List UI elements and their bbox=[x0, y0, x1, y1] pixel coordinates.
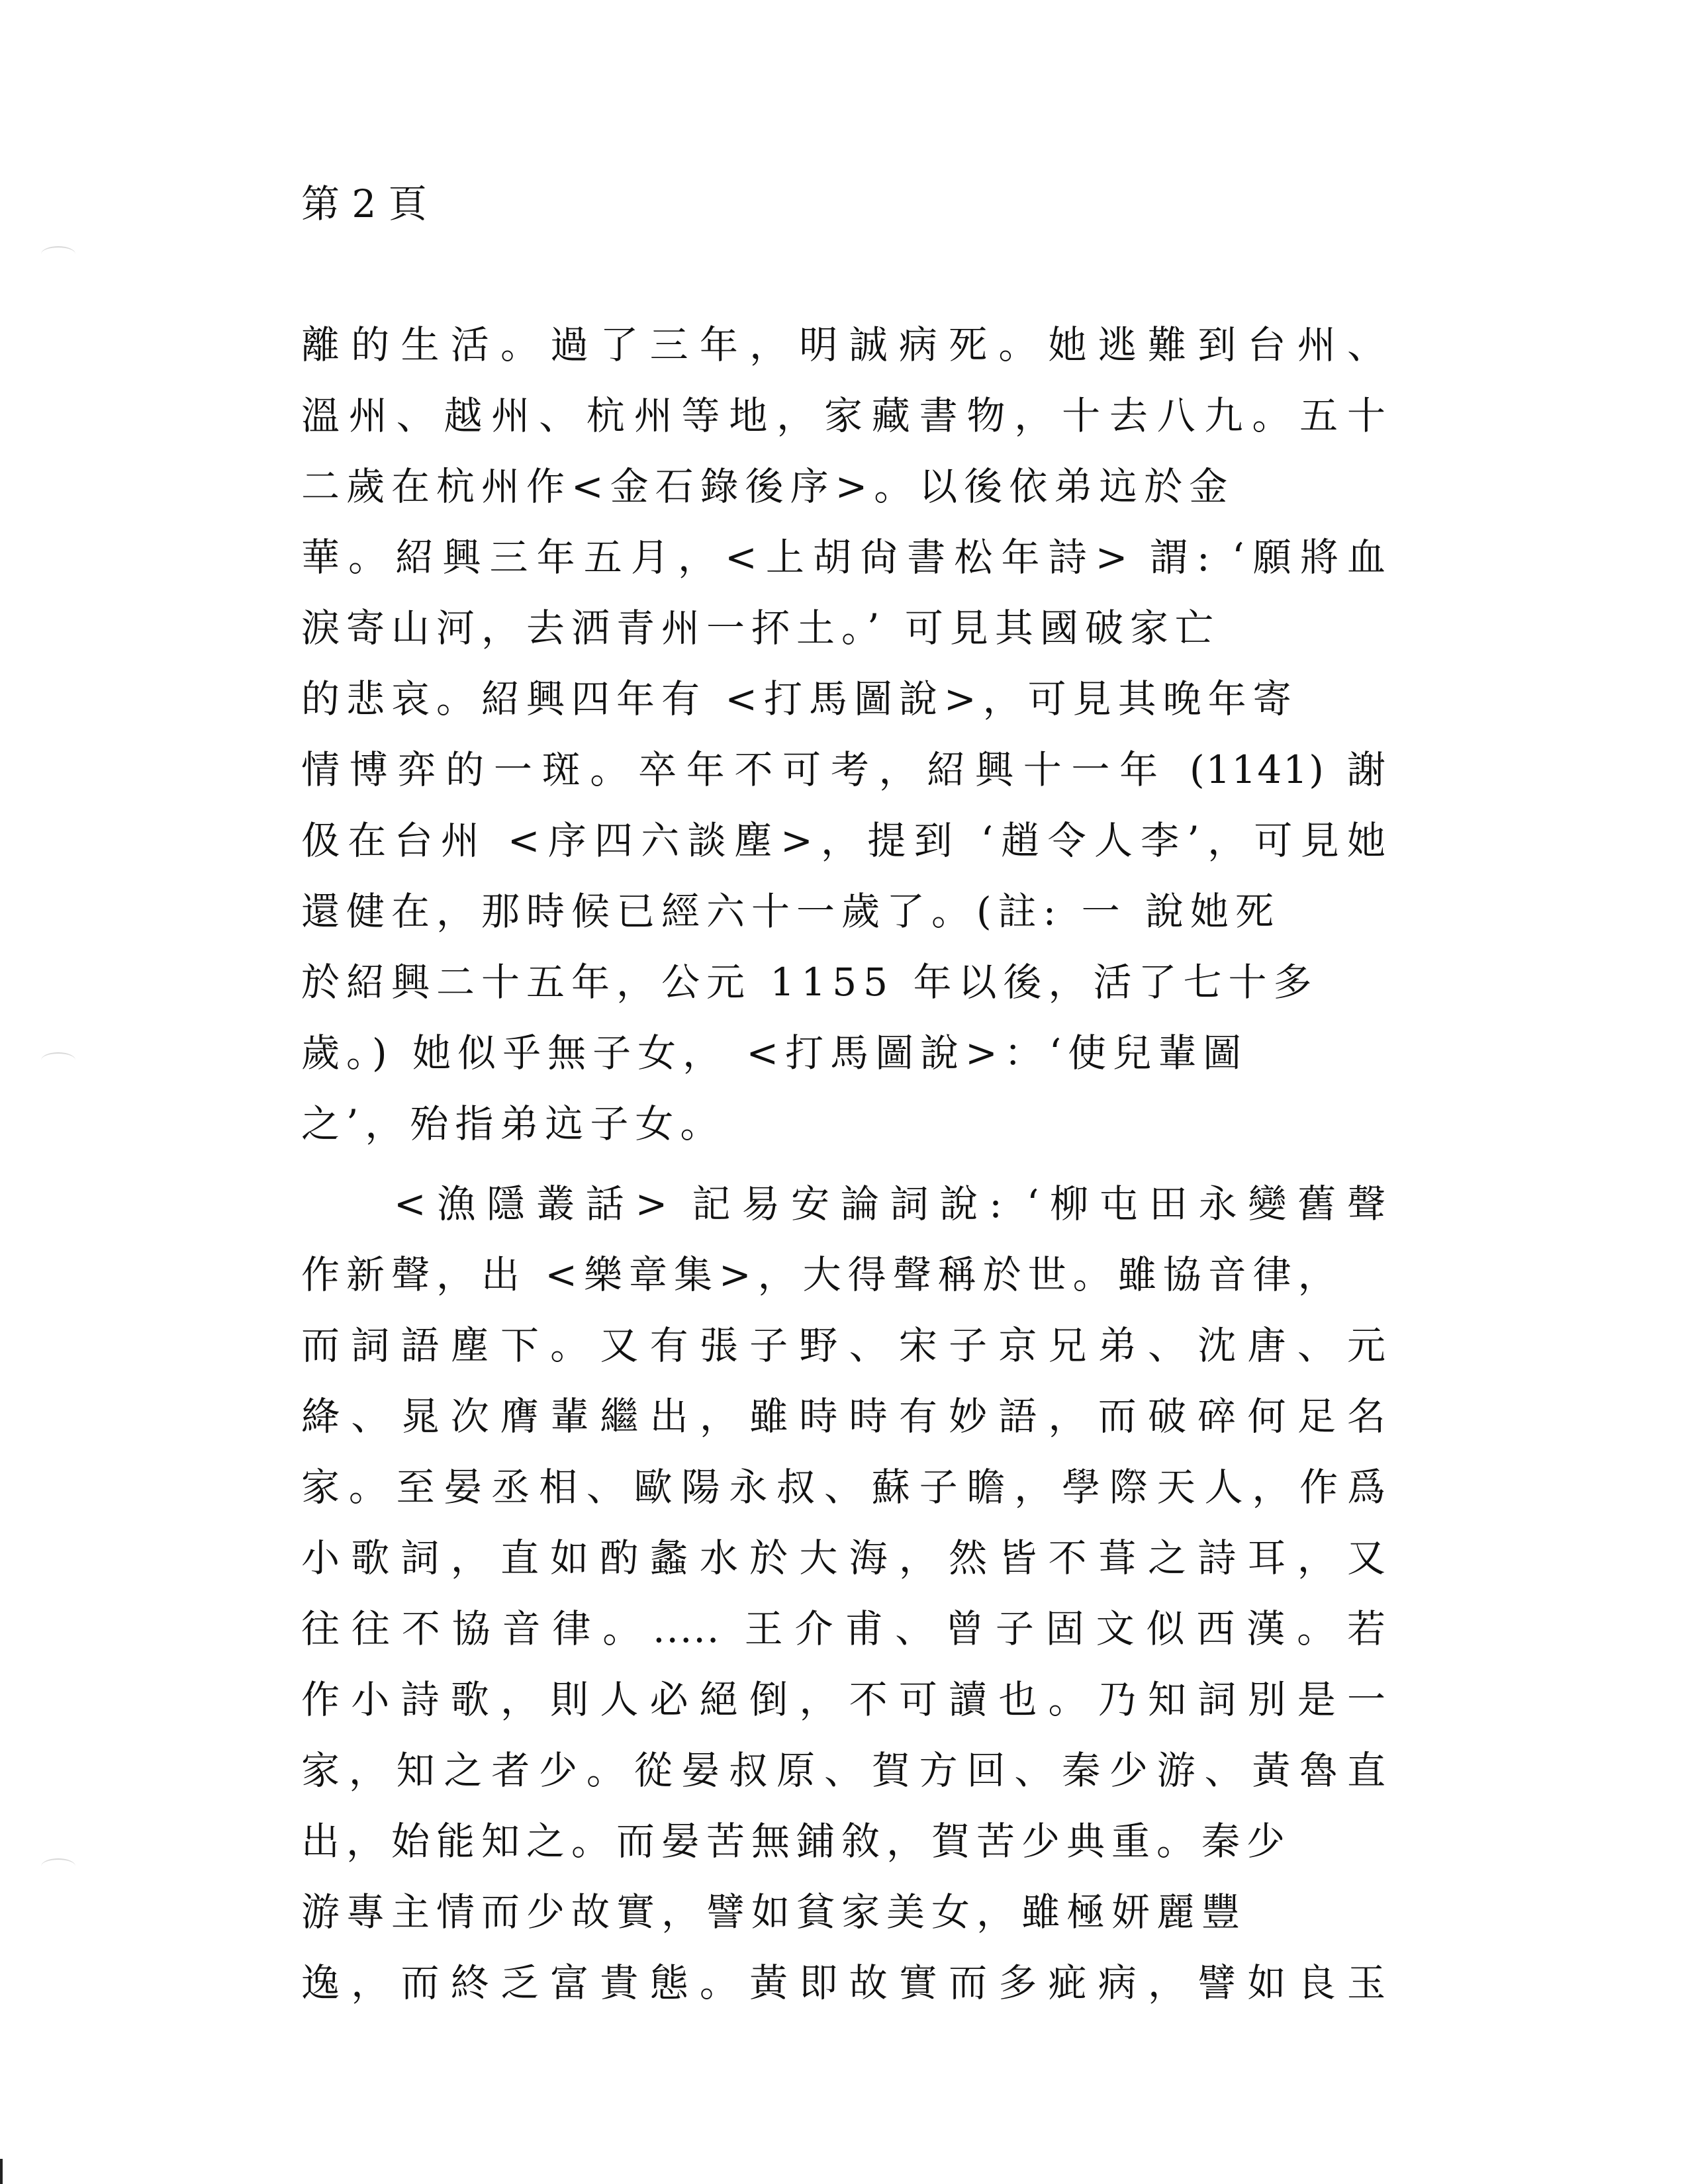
page-number-header: 第 2 頁 bbox=[301, 181, 427, 226]
punch-hole-mark bbox=[41, 246, 75, 262]
text-line: 溫州、越州、杭州等地，家藏書物，十去八九。五十 bbox=[301, 393, 1387, 438]
text-line: 之’，殆指弟迒子女。 bbox=[301, 1101, 726, 1146]
text-line: 逸，而終乏富貴態。黃即故實而多疵病，譬如良玉 bbox=[301, 1960, 1387, 2005]
text-line: 家，知之者少。從晏叔原、賀方回、秦少游、黃魯直 bbox=[301, 1748, 1387, 1793]
text-line: 華。紹興三年五月，<上胡尙書松年詩> 謂: ‘願將血 bbox=[301, 535, 1387, 580]
text-line: 絳、晁次膺輩繼出，雖時時有妙語，而破碎何足名 bbox=[301, 1394, 1387, 1439]
scan-edge-mark bbox=[0, 2159, 3, 2184]
text-line: 而詞語塵下。又有張子野、宋子京兄弟、沈唐、元 bbox=[301, 1323, 1387, 1368]
text-line: 出，始能知之。而晏苦無鋪敘，賀苦少典重。秦少 bbox=[301, 1819, 1292, 1864]
punch-hole-mark bbox=[41, 1052, 75, 1068]
punch-hole-mark bbox=[41, 1858, 75, 1874]
text-line: 小歌詞，直如酌蠡水於大海，然皆不葺之詩耳，又 bbox=[301, 1535, 1387, 1580]
text-line: 於紹興二十五年，公元 1155 年以後，活了七十多 bbox=[301, 960, 1319, 1005]
text-line: 的悲哀。紹興四年有 <打馬圖說>，可見其晚年寄 bbox=[301, 676, 1298, 721]
text-line: 淚寄山河，去洒青州一抔土。’ 可見其國破家亡 bbox=[301, 606, 1220, 651]
text-line: 家。至晏丞相、歐陽永叔、蘇子瞻，學際天人，作爲 bbox=[301, 1465, 1387, 1510]
text-line: 離的生活。過了三年，明誠病死。她逃難到台州、 bbox=[301, 322, 1387, 367]
text-line: 往往不協音律。..... 王介甫、曾子固文似西漢。若 bbox=[301, 1606, 1387, 1651]
text-line: 還健在，那時候已經六十一歲了。(註: 一 說她死 bbox=[301, 889, 1281, 934]
text-line: 情博弈的一斑。卒年不可考，紹興十一年 (1141) 謝 bbox=[301, 747, 1387, 792]
text-line: 作小詩歌，則人必絕倒，不可讀也。乃知詞別是一 bbox=[301, 1677, 1387, 1722]
paragraph-first-line: <漁隱叢話> 記易安論詞說: ‘柳屯田永變舊聲 bbox=[394, 1181, 1387, 1226]
text-line: 作新聲，出 <樂章集>，大得聲稱於世。雖協音律， bbox=[301, 1252, 1343, 1297]
text-line: 歲。) 她似乎無子女， <打馬圖說>：‘使兒輩圖 bbox=[301, 1030, 1248, 1075]
body-text bbox=[301, 310, 1387, 2019]
text-line: 游專主情而少故實，譬如貧家美女，雖極妍麗豐 bbox=[301, 1889, 1247, 1934]
text-line: 伋在台州 <序四六談塵>，提到 ‘趙令人李’，可見她 bbox=[301, 818, 1387, 863]
text-line: 二歲在杭州作<金石錄後序>。以後依弟迒於金 bbox=[301, 464, 1235, 509]
